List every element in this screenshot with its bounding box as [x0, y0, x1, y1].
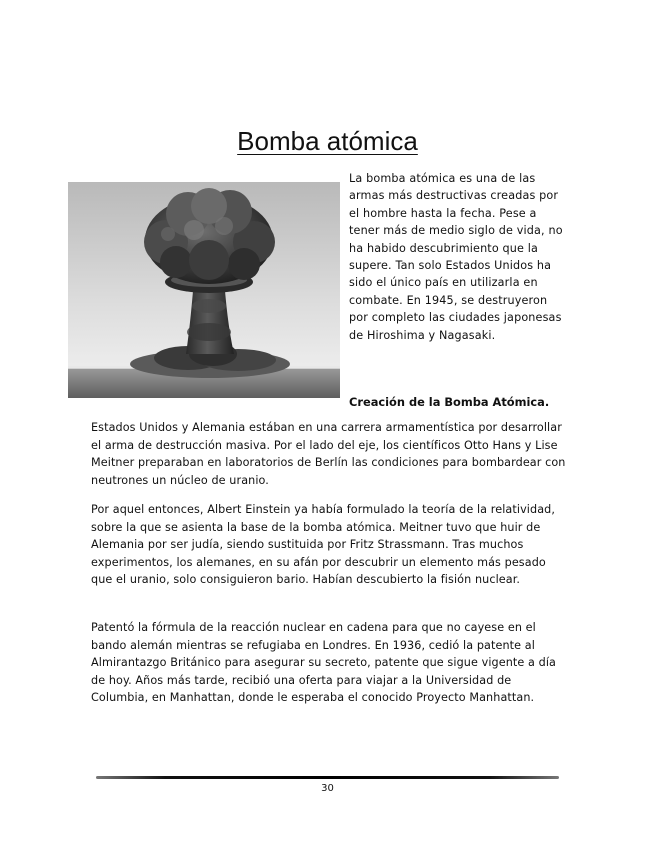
intro-paragraph: La bomba atómica es una de las armas más destructivas creadas por el hombre hasta la fecha. Pese a tener más de medio siglo de vida, no ha habido descubrimiento que la supere. Tan solo Estados Unidos ha sido el único país en utilizarla en combate. En 1945, se destruyeron por completo las ciudades japonesas de Hiroshima y Nagasaki.	[349, 172, 563, 342]
mushroom-cloud-image	[68, 182, 340, 398]
body-paragraph-2: Por aquel entonces, Albert Einstein ya había formulado la teoría de la relatividad, sobre la que se asienta la base de la bomba atómica. Meitner tuvo que huir de Alemania por ser judía, siendo sustituida por Fritz Strassmann. Tras muchos experimentos, los alemanes, en su afán por descubrir un elemento más pesado que el uranio, solo consiguieron bario. Habían descubierto la fisión nuclear.	[91, 503, 556, 586]
body-paragraph-1: Estados Unidos y Alemania estában en una carrera armamentística por desarrollar el arma de destrucción masiva. Por el lado del eje, los científicos Otto Hans y Lise Meitner preparaban en laboratorios de Berlín las condiciones para bombardear con neutrones un núcleo de uranio.	[91, 421, 566, 487]
mushroom-cloud-photo	[68, 182, 340, 398]
page-title: Bomba atómica	[237, 126, 418, 156]
page-number: 30	[321, 783, 334, 794]
section-heading: Creación de la Bomba Atómica.	[349, 395, 550, 409]
body-paragraph-3: Patentó la fórmula de la reacción nuclear en cadena para que no cayese en el bando alemán mientras se refugiaba en Londres. En 1936, cedió la patente al Almirantazgo Británico para asegurar su secreto, patente que sigue vigente a día de hoy. Años más tarde, recibió una oferta para viajar a la Universidad de Columbia, en Manhattan, donde le esperaba el conocido Proyecto Manhattan.	[91, 621, 557, 704]
footer-divider	[96, 776, 559, 779]
